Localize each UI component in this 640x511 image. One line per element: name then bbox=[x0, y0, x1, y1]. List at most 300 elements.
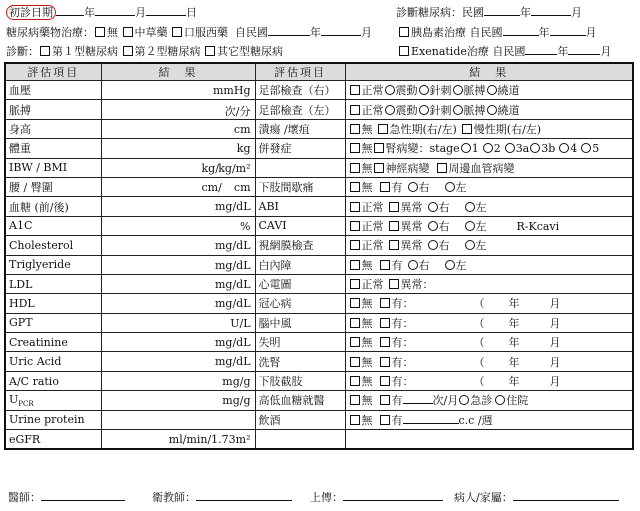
item-label bbox=[5, 81, 101, 100]
herbal-label: 中草藥 bbox=[134, 26, 168, 39]
retina-abnormal-checkbox[interactable] bbox=[389, 240, 399, 250]
none-label: 無 bbox=[361, 258, 373, 272]
per-month: 次/月 bbox=[432, 394, 459, 408]
right-result-cell bbox=[345, 352, 633, 371]
header-result-1: 結 果 bbox=[101, 63, 255, 81]
left-label: 左 bbox=[455, 181, 467, 195]
oral-label: 口服西藥 bbox=[184, 26, 228, 39]
insulin-checkbox[interactable] bbox=[399, 27, 409, 37]
insulin-row bbox=[398, 24, 597, 40]
item-label bbox=[5, 197, 101, 216]
diagnosis-type-row bbox=[6, 43, 283, 59]
cavi-left-radio[interactable] bbox=[465, 221, 475, 231]
s2: 2 bbox=[493, 142, 501, 156]
has-label: 有： bbox=[391, 316, 414, 330]
upload-field[interactable] bbox=[343, 490, 443, 501]
stroke-none-checkbox[interactable] bbox=[350, 318, 360, 328]
table-row bbox=[5, 371, 633, 390]
since-label: 自民國 bbox=[492, 45, 526, 58]
item-text: eGFR bbox=[9, 432, 41, 446]
result-cell[interactable] bbox=[101, 158, 255, 177]
s3b-radio[interactable] bbox=[530, 143, 540, 153]
dx-month-field[interactable] bbox=[531, 5, 571, 16]
patient-signature bbox=[454, 489, 619, 505]
year-label: 年 bbox=[520, 6, 531, 19]
item-label bbox=[5, 216, 101, 235]
table-row bbox=[5, 81, 633, 100]
right-item-text: 下肢截肢 bbox=[258, 375, 303, 389]
patient-field[interactable] bbox=[513, 490, 619, 501]
drug-treatment-row bbox=[6, 24, 372, 40]
right-result-cell bbox=[345, 139, 633, 158]
alcohol-amount[interactable] bbox=[403, 413, 459, 424]
none-label: 無 bbox=[361, 122, 373, 136]
blind-has-checkbox[interactable] bbox=[380, 337, 390, 347]
retina-left-radio[interactable] bbox=[465, 240, 475, 250]
table-row bbox=[5, 216, 633, 235]
claud-right-radio[interactable] bbox=[408, 182, 418, 192]
shock-label: 震動 bbox=[395, 103, 418, 117]
result-cell[interactable] bbox=[101, 371, 255, 390]
pulse-label: 脈搏 bbox=[463, 103, 486, 117]
day-label: 日 bbox=[186, 6, 197, 19]
right-item-label bbox=[255, 177, 345, 196]
item-text: Uric Acid bbox=[9, 355, 62, 369]
year-label: 年 bbox=[84, 6, 95, 19]
right-item-label bbox=[255, 119, 345, 138]
foot-right-wrap-radio[interactable] bbox=[487, 85, 497, 95]
left-label: 左 bbox=[455, 258, 467, 272]
right-item-text: 冠心病 bbox=[258, 297, 292, 311]
table-row bbox=[5, 139, 633, 158]
abi-right-radio[interactable] bbox=[428, 202, 438, 212]
item-label bbox=[5, 294, 101, 313]
none-label: 無 bbox=[361, 161, 373, 175]
unit-label: mg/dL bbox=[214, 336, 251, 350]
right-label: 右 bbox=[418, 258, 430, 272]
s2-radio[interactable] bbox=[483, 143, 493, 153]
has-label: 有： bbox=[391, 336, 414, 350]
result-cell[interactable] bbox=[101, 352, 255, 371]
year-label: 年 bbox=[557, 45, 569, 58]
table-row bbox=[5, 313, 633, 332]
unit-label: mg/dL bbox=[214, 297, 251, 311]
dx-year-field[interactable] bbox=[484, 5, 520, 16]
right-item-text: 白內障 bbox=[258, 258, 292, 272]
unit-label: kg bbox=[236, 142, 251, 156]
kidney-checkbox[interactable] bbox=[374, 143, 384, 153]
paren: （ bbox=[473, 316, 485, 330]
stroke-has-checkbox[interactable] bbox=[380, 318, 390, 328]
admit-label: 住院 bbox=[506, 394, 529, 408]
foot-left-normal-checkbox[interactable] bbox=[350, 105, 360, 115]
paren: （ bbox=[473, 355, 485, 369]
right-result-cell bbox=[345, 294, 633, 313]
right-item-label bbox=[255, 236, 345, 255]
exenatide-checkbox[interactable] bbox=[399, 46, 409, 56]
type2-checkbox[interactable] bbox=[123, 46, 133, 56]
right-result-cell bbox=[345, 430, 633, 450]
has-label: 有 bbox=[391, 258, 403, 272]
result-cell[interactable] bbox=[101, 410, 255, 429]
unit-label: 次/分 bbox=[224, 105, 251, 119]
blind-none-checkbox[interactable] bbox=[350, 337, 360, 347]
result-cell[interactable] bbox=[101, 333, 255, 352]
exenatide-month-field[interactable] bbox=[568, 44, 600, 55]
unit-label: cm bbox=[233, 122, 251, 136]
right-item-text: 併發症 bbox=[258, 142, 292, 156]
table-row bbox=[5, 274, 633, 293]
admit-radio[interactable] bbox=[495, 395, 505, 405]
none-label: 無 bbox=[361, 142, 373, 156]
right-item-text: 洗腎 bbox=[258, 355, 281, 369]
result-cell[interactable] bbox=[101, 274, 255, 293]
amput-has-checkbox[interactable] bbox=[380, 376, 390, 386]
result-cell[interactable] bbox=[101, 430, 255, 450]
er-radio[interactable] bbox=[459, 395, 469, 405]
oral-month-field[interactable] bbox=[321, 25, 361, 36]
comp-none-checkbox[interactable] bbox=[350, 143, 360, 153]
item-label bbox=[5, 119, 101, 138]
month-label: 月 bbox=[585, 26, 597, 39]
abi-normal-checkbox[interactable] bbox=[350, 202, 360, 212]
amput-none-checkbox[interactable] bbox=[350, 376, 360, 386]
foot-right-pin-radio[interactable] bbox=[419, 85, 429, 95]
none-label: 無 bbox=[361, 181, 373, 195]
educator-signature bbox=[152, 489, 292, 505]
abnormal-label: 異常 bbox=[400, 219, 423, 233]
normal-label: 正常 bbox=[361, 219, 384, 233]
right-result-cell bbox=[345, 371, 633, 390]
month-label: 月 bbox=[600, 45, 612, 58]
none-label: 無 bbox=[361, 394, 373, 408]
s4-radio[interactable] bbox=[559, 143, 569, 153]
visit-year-field[interactable] bbox=[56, 5, 84, 16]
table-row bbox=[5, 333, 633, 352]
hypo-count[interactable] bbox=[403, 393, 433, 404]
type2-label: 第２型糖尿病 bbox=[134, 45, 201, 58]
er-label: 急診 bbox=[470, 394, 493, 408]
has-label: 有： bbox=[391, 375, 414, 389]
item-text: Cholesterol bbox=[9, 238, 74, 252]
cataract-left-radio[interactable] bbox=[445, 260, 455, 270]
right-item-text: 心電圖 bbox=[258, 278, 292, 292]
pvd-checkbox[interactable] bbox=[437, 163, 447, 173]
retina-right-radio[interactable] bbox=[428, 240, 438, 250]
exenatide-year-field[interactable] bbox=[525, 44, 557, 55]
foot-right-pulse-radio[interactable] bbox=[453, 85, 463, 95]
cataract-none-checkbox[interactable] bbox=[350, 260, 360, 270]
result-cell[interactable] bbox=[101, 294, 255, 313]
right-label: 右 bbox=[438, 239, 450, 253]
table-row bbox=[5, 391, 633, 410]
right-item-text: ABI bbox=[258, 200, 279, 214]
right-item-label bbox=[255, 333, 345, 352]
educator-label: 衛教師： bbox=[152, 491, 196, 504]
right-item-text: 潰瘍 /壞疽 bbox=[258, 122, 310, 136]
left-label: 左 bbox=[475, 200, 487, 214]
s5-radio[interactable] bbox=[581, 143, 591, 153]
item-text: A1C bbox=[9, 219, 33, 233]
left-label: 左 bbox=[475, 239, 487, 253]
chd-none-checkbox[interactable] bbox=[350, 298, 360, 308]
item-text: 身高 bbox=[9, 122, 31, 136]
right-item-text: 高低血糖就醫 bbox=[258, 394, 325, 408]
pulse-label: 脈搏 bbox=[463, 84, 486, 98]
other-type-checkbox[interactable] bbox=[205, 46, 215, 56]
item-text: Urine protein bbox=[9, 413, 85, 427]
oral-year-field[interactable] bbox=[268, 25, 310, 36]
unit-label: mg/dL bbox=[214, 355, 251, 369]
item-text: 脈搏 bbox=[9, 103, 31, 117]
right-item-text: 足部檢查（左） bbox=[258, 103, 336, 117]
result-cell[interactable] bbox=[101, 236, 255, 255]
ulcer-none-checkbox[interactable] bbox=[350, 124, 360, 134]
herbal-checkbox[interactable] bbox=[123, 27, 133, 37]
dialysis-none-checkbox[interactable] bbox=[350, 357, 360, 367]
visit-month-field[interactable] bbox=[95, 5, 135, 16]
item-text: Triglyeride bbox=[9, 258, 71, 272]
claud-left-radio[interactable] bbox=[445, 182, 455, 192]
cavi-normal-checkbox[interactable] bbox=[350, 221, 360, 231]
right-result-cell bbox=[345, 391, 633, 410]
right-item-label bbox=[255, 410, 345, 429]
cavi-abnormal-checkbox[interactable] bbox=[389, 221, 399, 231]
unit-label: mg/dL bbox=[214, 277, 251, 291]
right-label: 右 bbox=[418, 181, 430, 195]
item-label bbox=[5, 100, 101, 119]
abnormal-label: 異常 bbox=[400, 239, 423, 253]
item-text: Creatinine bbox=[9, 335, 68, 349]
upcr-label: $U_{PCR}$ bbox=[9, 392, 34, 409]
result-cell[interactable] bbox=[101, 216, 255, 235]
item-label bbox=[5, 391, 101, 410]
alcohol-has-checkbox[interactable] bbox=[380, 415, 390, 425]
visit-date-label: 初診日期 bbox=[6, 5, 56, 20]
claud-has-checkbox[interactable] bbox=[380, 182, 390, 192]
s3a: 3a bbox=[515, 142, 530, 156]
foot-right-shock-radio[interactable] bbox=[385, 85, 395, 95]
right-item-label bbox=[255, 352, 345, 371]
ecg-abnormal-checkbox[interactable] bbox=[389, 279, 399, 289]
normal-label: 正常 bbox=[361, 84, 384, 98]
item-text: 血糖 (前/後) bbox=[9, 200, 69, 214]
alcohol-none-checkbox[interactable] bbox=[350, 415, 360, 425]
unit-label: kg/m² bbox=[218, 161, 251, 175]
normal-label: 正常 bbox=[361, 239, 384, 253]
item-text: 血壓 bbox=[9, 84, 31, 98]
has-label: 有 bbox=[391, 413, 403, 427]
header-result-2: 結 果 bbox=[345, 63, 633, 81]
dx-label: 診斷： bbox=[6, 45, 39, 58]
table-row bbox=[5, 294, 633, 313]
month-label: 月 bbox=[549, 316, 561, 330]
right-item-text: CAVI bbox=[258, 219, 287, 233]
chd-has-checkbox[interactable] bbox=[380, 298, 390, 308]
result-cell[interactable] bbox=[101, 139, 255, 158]
right-result-cell bbox=[345, 197, 633, 216]
right-item-text: 足部檢查（右） bbox=[258, 84, 336, 98]
s5: 5 bbox=[592, 142, 600, 156]
right-result-cell bbox=[345, 119, 633, 138]
ulcer-acute-checkbox[interactable] bbox=[378, 124, 388, 134]
foot-left-shock-radio[interactable] bbox=[385, 105, 395, 115]
none-label: 無 bbox=[107, 26, 118, 39]
s3b: 3b bbox=[541, 142, 556, 156]
unit-label: mmHg bbox=[213, 84, 251, 97]
item-label bbox=[5, 333, 101, 352]
has-label: 有： bbox=[391, 355, 414, 369]
right-result-cell bbox=[345, 255, 633, 274]
neuro-checkbox[interactable] bbox=[374, 163, 384, 173]
s4: 4 bbox=[570, 142, 578, 156]
result-cell[interactable] bbox=[101, 81, 255, 100]
result-sub-unit: cm/ bbox=[201, 180, 222, 194]
item-text: 腰 / 臀圍 bbox=[9, 181, 53, 195]
cataract-has-checkbox[interactable] bbox=[380, 260, 390, 270]
header-row-1 bbox=[6, 4, 197, 20]
normal-label: 正常 bbox=[361, 278, 384, 292]
hypo-has-checkbox[interactable] bbox=[380, 395, 390, 405]
item-label bbox=[5, 274, 101, 293]
none-label: 無 bbox=[361, 297, 373, 311]
right-item-text: 飲酒 bbox=[258, 413, 281, 427]
cavi-right-radio[interactable] bbox=[428, 221, 438, 231]
month-label: 月 bbox=[549, 375, 561, 389]
none-label: 無 bbox=[361, 355, 373, 369]
item-label bbox=[5, 410, 101, 429]
has-label: 有： bbox=[391, 297, 414, 311]
item-label bbox=[5, 236, 101, 255]
diagnosis-date bbox=[396, 4, 582, 20]
month-label: 月 bbox=[549, 355, 561, 369]
doctor-field[interactable] bbox=[41, 490, 125, 501]
insulin-month-field[interactable] bbox=[550, 25, 586, 36]
unit-label: % bbox=[240, 219, 251, 233]
foot-left-pulse-radio[interactable] bbox=[453, 105, 463, 115]
claud-none-checkbox[interactable] bbox=[350, 182, 360, 192]
year-label: 年 bbox=[508, 336, 520, 350]
table-row bbox=[5, 100, 633, 119]
right-item-label bbox=[255, 81, 345, 100]
comp2-none-checkbox[interactable] bbox=[350, 163, 360, 173]
s1-radio[interactable] bbox=[461, 143, 471, 153]
none-label: 無 bbox=[361, 336, 373, 350]
right-result-cell bbox=[345, 274, 633, 293]
unit-label: U/L bbox=[230, 316, 251, 330]
unit-label: mg/dL bbox=[214, 239, 251, 253]
table-row bbox=[5, 236, 633, 255]
abi-left-radio[interactable] bbox=[465, 202, 475, 212]
no-drug-checkbox[interactable] bbox=[95, 27, 105, 37]
result-cell[interactable] bbox=[101, 255, 255, 274]
right-result-cell bbox=[345, 100, 633, 119]
oral-drug-checkbox[interactable] bbox=[172, 27, 182, 37]
abi-abnormal-checkbox[interactable] bbox=[389, 202, 399, 212]
visit-day-field[interactable] bbox=[146, 5, 186, 16]
table-row bbox=[5, 158, 633, 177]
s1: 1 bbox=[471, 142, 479, 156]
result-cell[interactable] bbox=[101, 391, 255, 410]
type1-checkbox[interactable] bbox=[40, 46, 50, 56]
item-label bbox=[5, 158, 101, 177]
item-text: 體重 bbox=[9, 142, 31, 156]
year-label: 年 bbox=[508, 355, 520, 369]
table-row bbox=[5, 255, 633, 274]
right-item-label bbox=[255, 197, 345, 216]
dialysis-has-checkbox[interactable] bbox=[380, 357, 390, 367]
insulin-year-field[interactable] bbox=[503, 25, 539, 36]
pvd-label: 周邊血管病變 bbox=[448, 161, 515, 175]
ecg-normal-checkbox[interactable] bbox=[350, 279, 360, 289]
item-text: A/C ratio bbox=[9, 374, 59, 388]
patient-label: 病人/家屬： bbox=[454, 491, 513, 504]
cataract-right-radio[interactable] bbox=[408, 260, 418, 270]
foot-right-normal-checkbox[interactable] bbox=[350, 85, 360, 95]
right-item-label bbox=[255, 255, 345, 274]
item-text: HDL bbox=[9, 296, 35, 310]
right-item-label bbox=[255, 274, 345, 293]
wrap-label: 繞道 bbox=[497, 103, 520, 117]
none-label: 無 bbox=[361, 413, 373, 427]
foot-left-pin-radio[interactable] bbox=[419, 105, 429, 115]
right-result-cell bbox=[345, 177, 633, 196]
month-label: 月 bbox=[549, 336, 561, 350]
educator-field[interactable] bbox=[196, 490, 292, 501]
unit-label: mg/g bbox=[222, 394, 251, 408]
kidney-label: 腎病變：stage bbox=[385, 142, 460, 156]
result-cell[interactable] bbox=[101, 100, 255, 119]
right-result-cell bbox=[345, 216, 633, 235]
table-row bbox=[5, 430, 633, 450]
right-label: 右 bbox=[438, 200, 450, 214]
result-cell[interactable] bbox=[101, 313, 255, 332]
s3a-radio[interactable] bbox=[505, 143, 515, 153]
result-cell[interactable] bbox=[101, 119, 255, 138]
result-cell[interactable] bbox=[101, 177, 255, 196]
month-label: 月 bbox=[571, 6, 582, 19]
paren: （ bbox=[473, 297, 485, 311]
right-item-label bbox=[255, 100, 345, 119]
ulcer-chronic-checkbox[interactable] bbox=[462, 124, 472, 134]
hypo-none-checkbox[interactable] bbox=[350, 395, 360, 405]
year-label: 年 bbox=[538, 26, 550, 39]
doctor-label: 醫師： bbox=[8, 491, 41, 504]
other-type-label: 其它型糖尿病 bbox=[217, 45, 283, 58]
year-label: 年 bbox=[508, 297, 520, 311]
shock-label: 震動 bbox=[395, 84, 418, 98]
foot-left-wrap-radio[interactable] bbox=[487, 105, 497, 115]
right-item-label bbox=[255, 313, 345, 332]
pin-label: 針刺 bbox=[429, 84, 452, 98]
right-item-label bbox=[255, 391, 345, 410]
item-label bbox=[5, 352, 101, 371]
item-label bbox=[5, 255, 101, 274]
abnormal-label: 異常： bbox=[400, 278, 434, 292]
paren: （ bbox=[473, 375, 485, 389]
acute-label: 急性期(右/左) bbox=[389, 122, 457, 136]
has-label: 有 bbox=[391, 181, 403, 195]
result-cell[interactable] bbox=[101, 197, 255, 216]
pin-label: 針刺 bbox=[429, 103, 452, 117]
right-item-label bbox=[255, 294, 345, 313]
year-label: 年 bbox=[310, 26, 321, 39]
normal-label: 正常 bbox=[361, 103, 384, 117]
right-result-cell bbox=[345, 81, 633, 100]
retina-normal-checkbox[interactable] bbox=[350, 240, 360, 250]
right-item-text: 下肢間歇痛 bbox=[258, 181, 314, 195]
table-row bbox=[5, 352, 633, 371]
